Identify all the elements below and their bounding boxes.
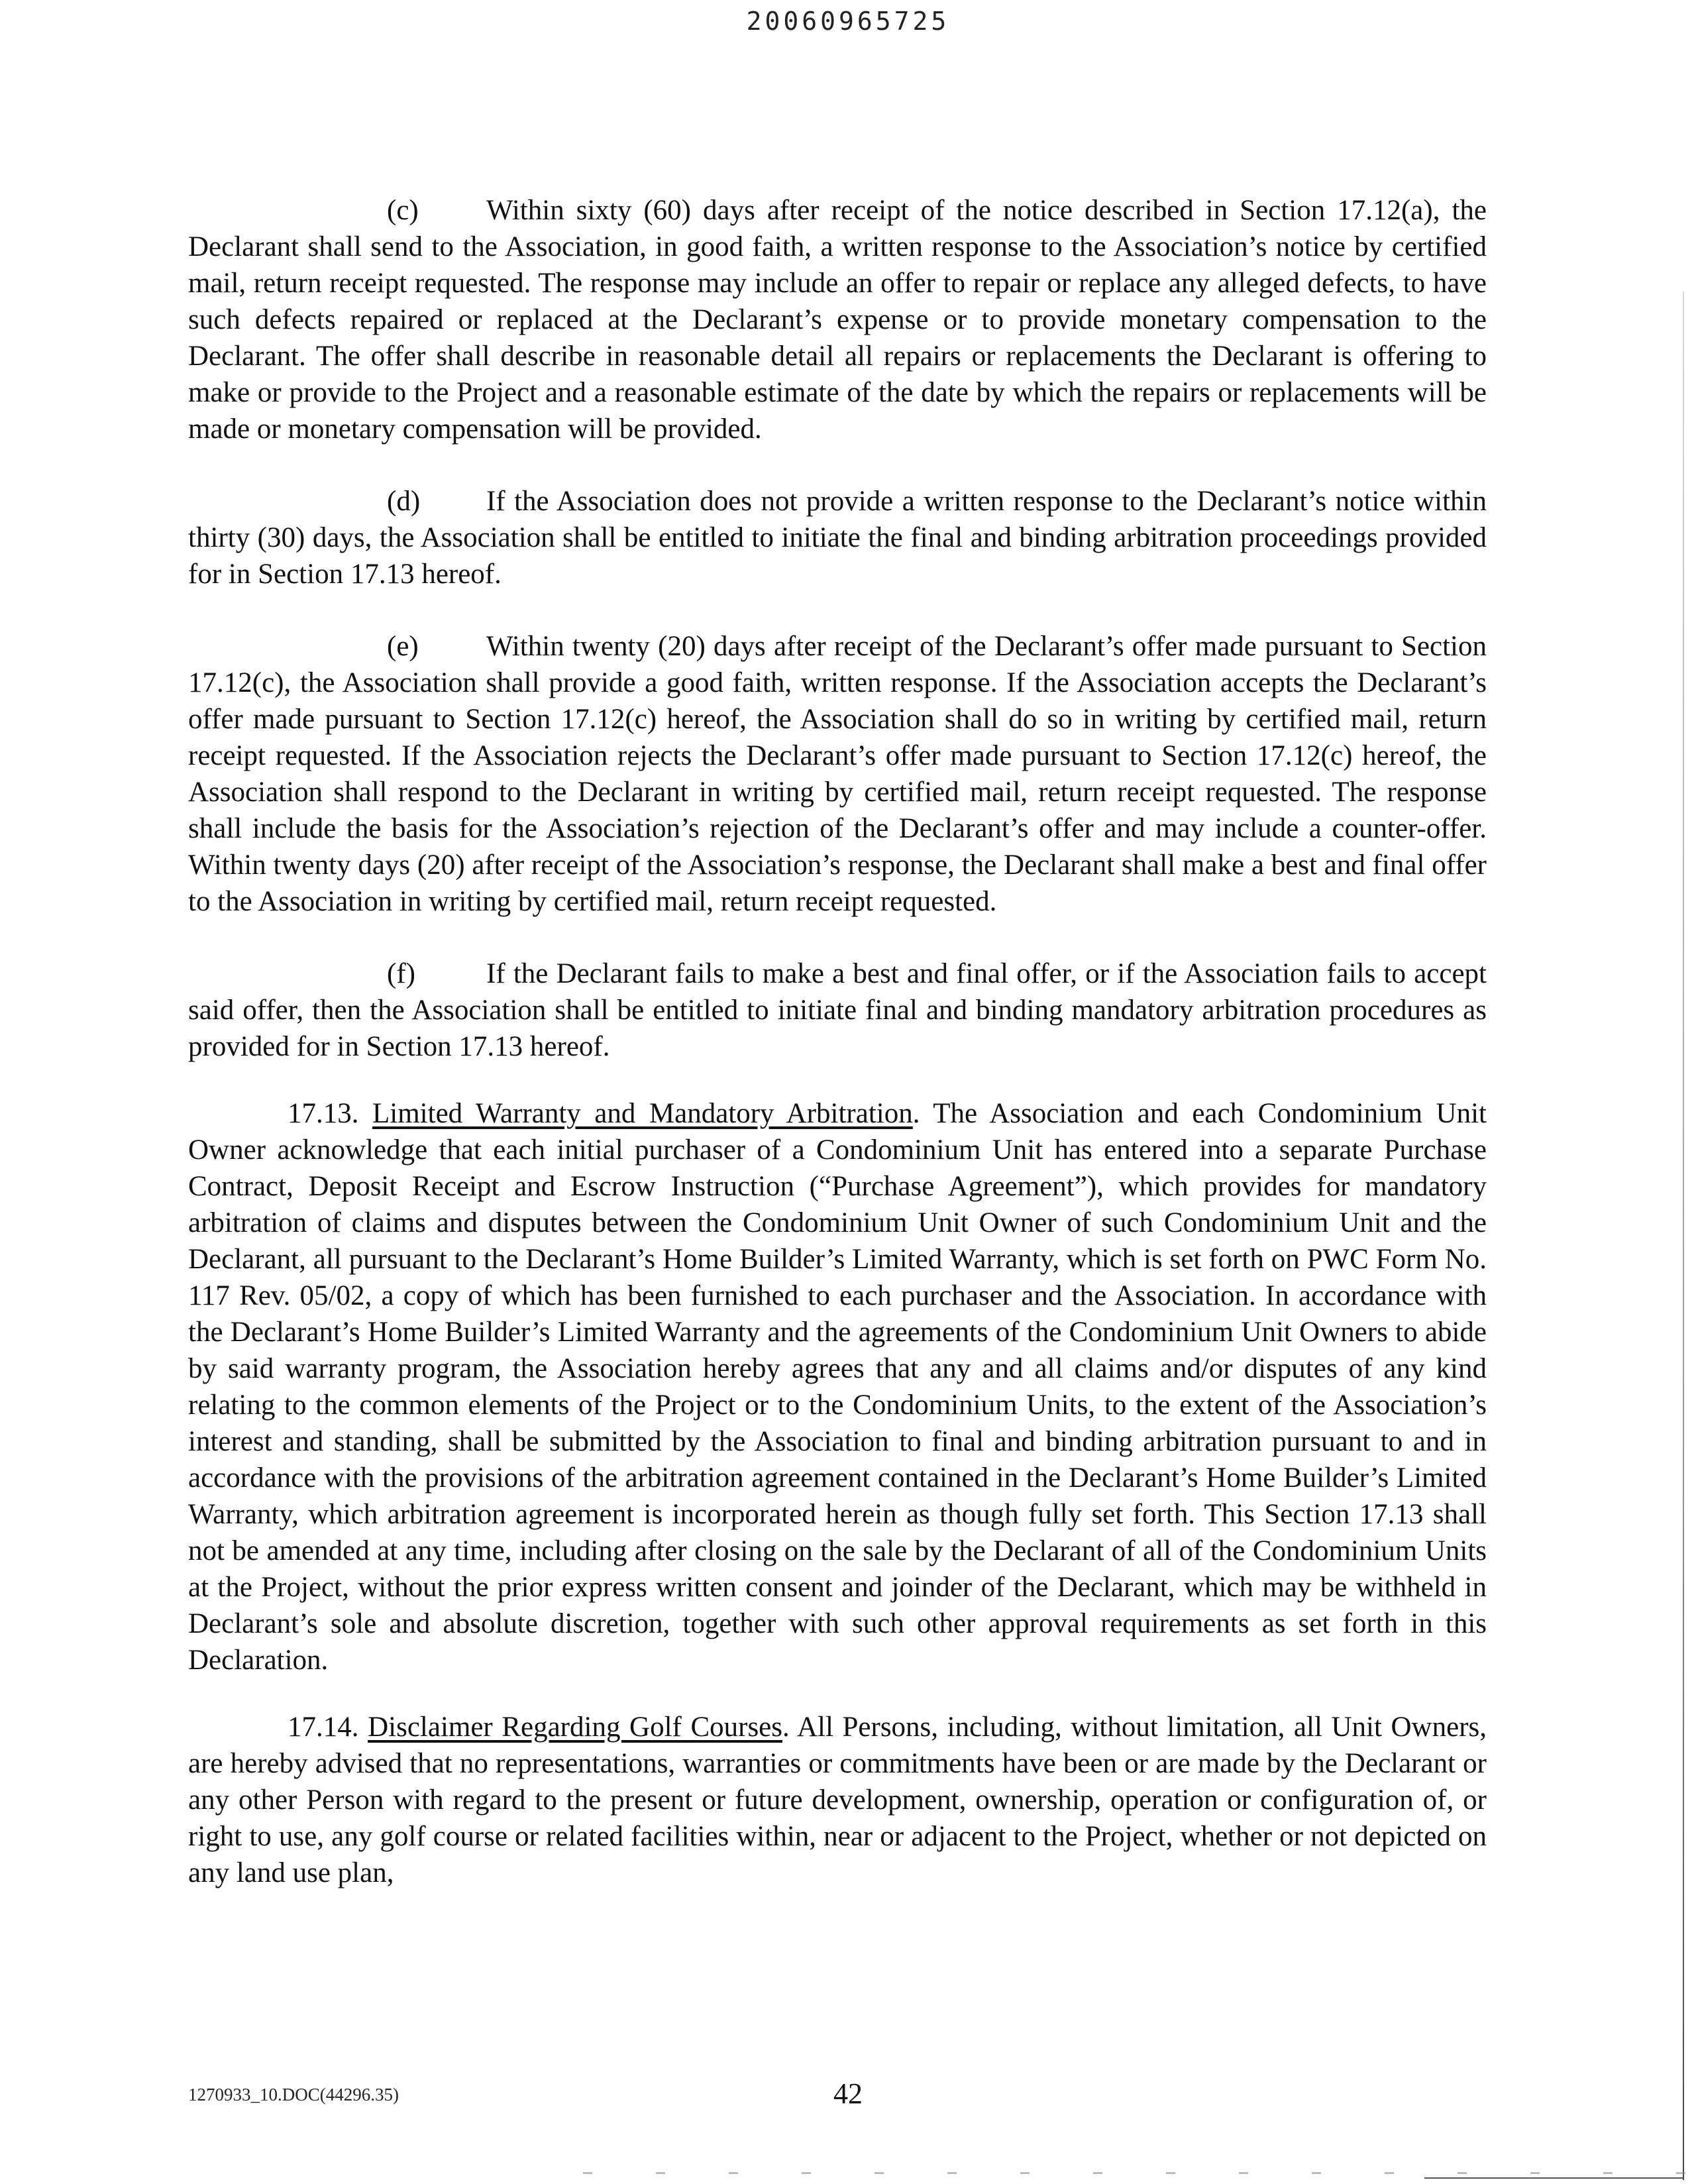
section-17-13-text: . The Association and each Condominium Unit Owner acknowledge that each initial purchaser of a Condominium Unit has entered into a separate Purchase Contract, Deposit Receipt and Escrow Instruction (“Purchase Agreement”), which provides for mandatory arbitration of claims and disputes between the Condominium Unit Owner of such Condominium Unit and the Declarant, all pursuant to the Declarant’s Home Builder’s Limited Warranty, which is set forth on PWC Form No. 117 Rev. 05/02, a copy of which has been furnished to each purchaser and the Association. In accordance with the Declarant’s Home Builder’s Limited Warranty and the agreements of the Condominium Unit Owners to abide by said warranty program, the Association hereby agrees that any and all claims and/or disputes of any kind relating to the common elements of the Project or to the Condominium Units, to the extent of the Association’s interest and standing, shall be submitted by the Association to final and binding arbitration pursuant to and in accordance with the provisions of the arbitration agreement contained in the Declarant’s Home Builder’s Limited Warranty, which arbitration agreement is incorporated herein as though fully set forth. This Section 17.13 shall not be amended at any time, including after closing on the sale by the Declarant of all of the Condominium Units at the Project, without the prior express written consent and joinder of the Declarant, which may be withheld in Declarant’s sole and absolute discretion, together with such other approval requirements as set forth in this Declaration. <box>188 1098 1487 1676</box>
paragraph-e-text: Within twenty (20) days after receipt of the Declarant’s offer made pursuant to Section 17.12(c), the Association shall provide a good faith, written response. If the Association accepts the Declarant’s offer made pursuant to Section 17.12(c) hereof, the Association shall do so in writing by certified mail, return receipt requested. If the Association rejects the Declarant’s offer made pursuant to Section 17.12(c) hereof, the Association shall respond to the Declarant in writing by certified mail, return receipt requested. The response shall include the basis for the Association’s rejection of the Declarant’s offer and may include a counter-offer. Within twenty days (20) after receipt of the Association’s response, the Declarant shall make a best and final offer to the Association in writing by certified mail, return receipt requested. <box>188 631 1487 917</box>
section-17-14-heading: Disclaimer Regarding Golf Courses <box>368 1712 782 1743</box>
section-17-13 <box>188 1095 1487 1678</box>
paragraph-d-label: (d) <box>387 486 421 517</box>
paragraph-f <box>188 956 1487 1065</box>
section-17-14-text: . All Persons, including, without limitation, all Unit Owners, are hereby advised that no representations, warranties or commitments have been or are made by the Declarant or any other Person with regard to the present or future development, ownership, operation or configuration of, or right to use, any golf course or related facilities within, near or adjacent to the Project, whether or not depicted on any land use plan, <box>188 1712 1487 1888</box>
page-number: 42 <box>833 2077 863 2110</box>
paragraph-e <box>188 628 1487 920</box>
footer-file-id: 1270933_10.DOC(44296.35) <box>188 2085 399 2104</box>
section-17-13-number: 17.13. <box>288 1098 359 1129</box>
paragraph-c-text: Within sixty (60) days after receipt of the notice described in Section 17.12(a), the Declarant shall send to the Association, in good faith, a written response to the Association’s notice by certified mail, return receipt requested. The response may include an offer to repair or replace any alleged defects, to have such defects repaired or replaced at the Declarant’s expense or to provide monetary compensation to the Declarant. The offer shall describe in reasonable detail all repairs or replacements the Declarant is offering to make or provide to the Project and a reasonable estimate of the date by which the repairs or replacements will be made or monetary compensation will be provided. <box>188 195 1487 445</box>
paragraph-f-label: (f) <box>387 958 415 989</box>
paragraph-e-label: (e) <box>387 631 419 662</box>
scan-edge-line <box>1683 292 1684 2180</box>
document-body <box>188 192 1487 1891</box>
section-17-14 <box>188 1709 1487 1891</box>
document-number: 20060965725 <box>746 7 950 36</box>
scan-noise-dots <box>583 2172 1696 2174</box>
scan-bottom-line <box>1424 2177 1684 2179</box>
section-17-13-heading: Limited Warranty and Mandatory Arbitration <box>372 1098 913 1129</box>
paragraph-d <box>188 483 1487 592</box>
paragraph-d-text: If the Association does not provide a written response to the Declarant’s notice within thirty (30) days, the Association shall be entitled to initiate the final and binding arbitration proceedings provided for in Section 17.13 hereof. <box>188 486 1487 590</box>
paragraph-c <box>188 192 1487 447</box>
paragraph-f-text: If the Declarant fails to make a best and final offer, or if the Association fails to accept said offer, then the Association shall be entitled to initiate final and binding mandatory arbitration procedures as provided for in Section 17.13 hereof. <box>188 958 1487 1062</box>
paragraph-c-label: (c) <box>387 195 419 226</box>
section-17-14-number: 17.14. <box>288 1712 359 1743</box>
